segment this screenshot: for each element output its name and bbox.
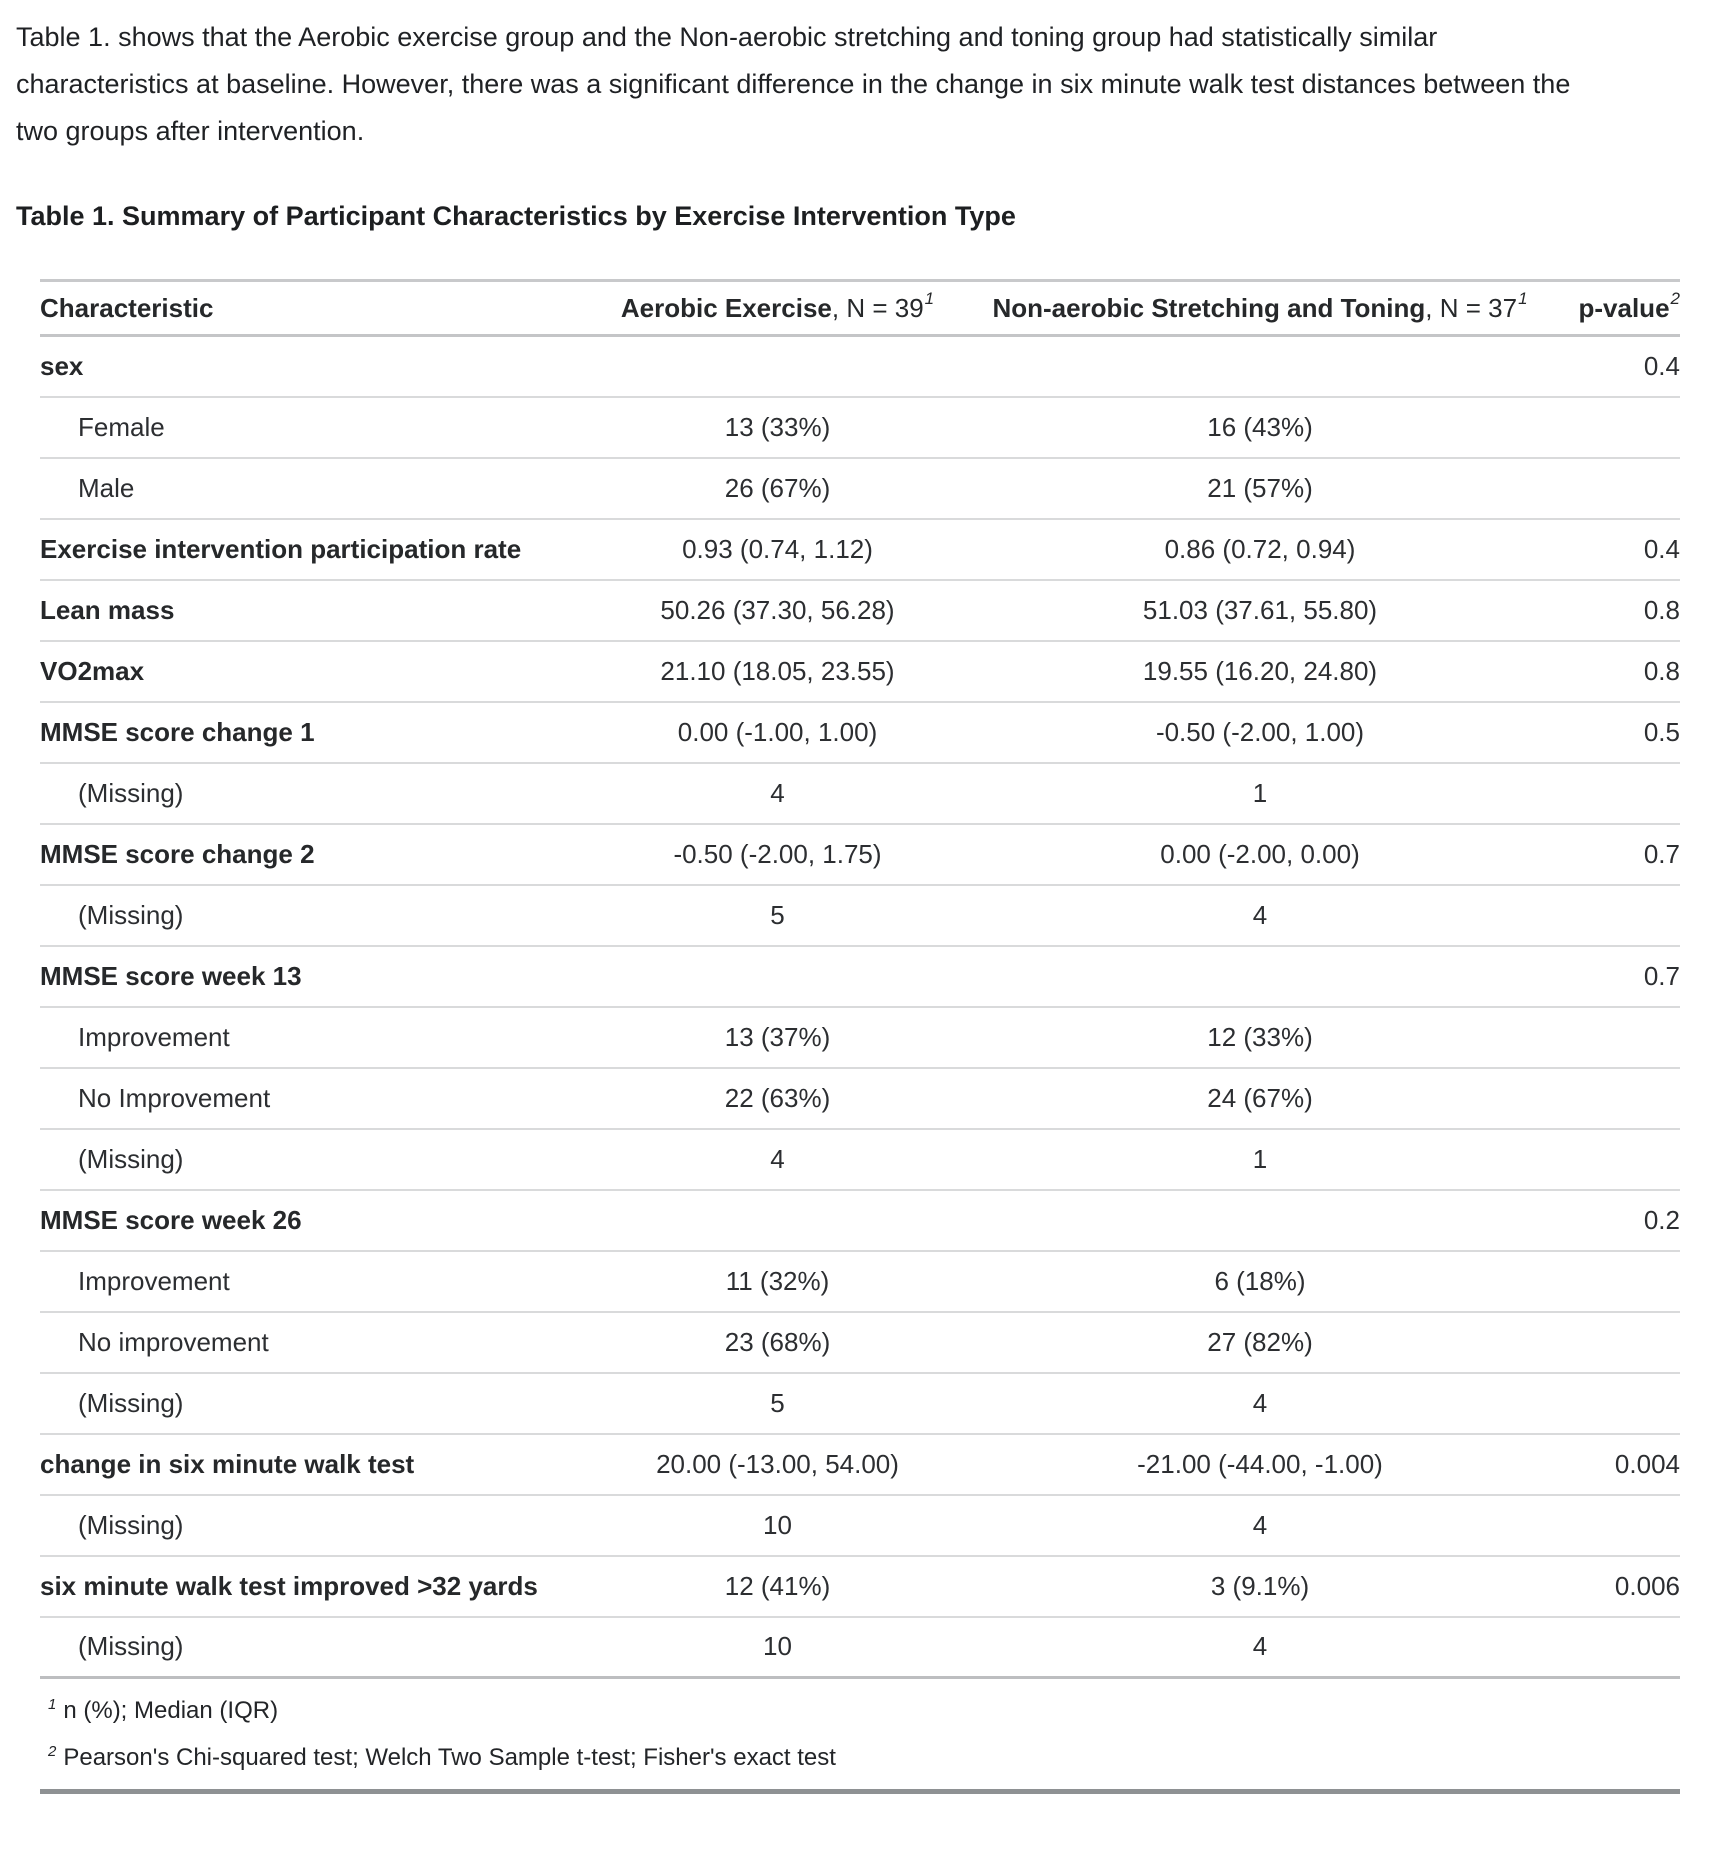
column-header-nonaerobic [990, 281, 1530, 336]
p-value: 0.8 [1643, 655, 1680, 686]
table-row [40, 519, 1680, 580]
aerobic-value: 4 [770, 777, 785, 808]
row-label: No Improvement [78, 1082, 271, 1113]
nonaerobic-value: 24 (67%) [1207, 1082, 1313, 1113]
group2-name: Non-aerobic Stretching and Toning [992, 292, 1426, 323]
footnote-2 [48, 1736, 1672, 1783]
nonaerobic-value: 3 (9.1%) [1210, 1570, 1310, 1601]
row-label: (Missing) [78, 777, 184, 808]
nonaerobic-value: 4 [1252, 1509, 1268, 1540]
intro-paragraph: Table 1. shows that the Aerobic exercise group and the Non-aerobic stretching and toning group had statistically similar characteristics at baseline. However, there was a significant difference in the change in six minute walk test distances between the two groups after intervention. [16, 22, 1571, 146]
nonaerobic-value: 12 (33%) [1207, 1021, 1313, 1052]
p-value: 0.006 [1614, 1570, 1680, 1601]
column-header-characteristic-label: Characteristic [40, 292, 214, 323]
table-row [40, 1251, 1680, 1312]
table-row [40, 1617, 1680, 1678]
p-value [1530, 1129, 1680, 1190]
row-label: (Missing) [78, 1387, 184, 1418]
row-label: sex [40, 350, 84, 381]
p-value: 0.4 [1643, 350, 1680, 381]
p-value [1530, 1312, 1680, 1373]
p-value [1530, 1007, 1680, 1068]
column-header-aerobic [565, 281, 990, 336]
nonaerobic-value: 6 (18%) [1214, 1265, 1306, 1296]
aerobic-value: 5 [770, 899, 785, 930]
p-value [1530, 397, 1680, 458]
nonaerobic-value: 1 [1252, 777, 1268, 808]
aerobic-value: 26 (67%) [724, 472, 831, 503]
table-row [40, 336, 1680, 397]
aerobic-value: 0.93 (0.74, 1.12) [682, 533, 873, 564]
p-value: 0.5 [1643, 716, 1680, 747]
footnote-2-text: Pearson's Chi-squared test; Welch Two Sample t-test; Fisher's exact test [63, 1744, 836, 1771]
group2-footnote-marker: 1 [1518, 288, 1528, 308]
table-row [40, 1373, 1680, 1434]
nonaerobic-value: 4 [1252, 1631, 1268, 1662]
column-header-characteristic [40, 281, 565, 336]
nonaerobic-value: 27 (82%) [1207, 1326, 1313, 1357]
table-row [40, 1129, 1680, 1190]
nonaerobic-value [990, 336, 1530, 397]
row-label: VO2max [40, 655, 145, 686]
footnote-1 [48, 1689, 1672, 1736]
aerobic-value: 11 (32%) [725, 1265, 830, 1296]
nonaerobic-value: 4 [1252, 899, 1268, 930]
table-row [40, 1007, 1680, 1068]
p-value [1530, 1068, 1680, 1129]
nonaerobic-value: 4 [1252, 1387, 1268, 1418]
nonaerobic-value: -21.00 (-44.00, -1.00) [1137, 1448, 1383, 1479]
nonaerobic-value: 16 (43%) [1207, 411, 1313, 442]
aerobic-value: 4 [770, 1143, 785, 1174]
table-row [40, 641, 1680, 702]
table-title: Table 1. Summary of Participant Characteristics by Exercise Intervention Type [16, 201, 1016, 231]
p-value [1530, 1495, 1680, 1556]
p-value [1530, 1251, 1680, 1312]
table-row [40, 1434, 1680, 1495]
p-value: 0.2 [1643, 1204, 1680, 1235]
aerobic-value: 0.00 (-1.00, 1.00) [677, 716, 878, 747]
aerobic-value: -0.50 (-2.00, 1.75) [673, 838, 882, 869]
p-value [1530, 763, 1680, 824]
row-label: (Missing) [78, 899, 184, 930]
row-label: (Missing) [78, 1143, 184, 1174]
p-value: 0.8 [1643, 594, 1680, 625]
p-value [1530, 885, 1680, 946]
footnotes [40, 1679, 1680, 1794]
row-label: No improvement [78, 1326, 269, 1357]
aerobic-value: 5 [770, 1387, 785, 1418]
nonaerobic-value: 19.55 (16.20, 24.80) [1142, 655, 1378, 686]
nonaerobic-value [990, 946, 1530, 1007]
p-value: 0.7 [1643, 960, 1680, 991]
p-value: 0.004 [1614, 1448, 1680, 1479]
table-row [40, 885, 1680, 946]
footnote-1-text: n (%); Median (IQR) [63, 1697, 279, 1724]
row-label: (Missing) [78, 1631, 184, 1662]
table-row [40, 702, 1680, 763]
aerobic-value: 20.00 (-13.00, 54.00) [656, 1448, 899, 1479]
row-label: MMSE score week 13 [40, 960, 302, 991]
group1-footnote-marker: 1 [924, 288, 935, 308]
row-label: MMSE score week 26 [40, 1204, 302, 1235]
row-label: Male [78, 472, 135, 503]
aerobic-value: 13 (33%) [724, 411, 831, 442]
aerobic-value [565, 1190, 990, 1251]
aerobic-value [565, 336, 990, 397]
table-row [40, 946, 1680, 1007]
table-header-row [40, 281, 1680, 336]
row-label: Female [78, 411, 165, 442]
p-value [1530, 458, 1680, 519]
table-row [40, 458, 1680, 519]
aerobic-value: 23 (68%) [724, 1326, 831, 1357]
p-value [1530, 1373, 1680, 1434]
nonaerobic-value: -0.50 (-2.00, 1.00) [1155, 716, 1365, 747]
characteristics-table [40, 279, 1680, 1679]
nonaerobic-value: 0.86 (0.72, 0.94) [1164, 533, 1356, 564]
aerobic-value: 50.26 (37.30, 56.28) [660, 594, 895, 625]
table-row [40, 1556, 1680, 1617]
table-row [40, 397, 1680, 458]
table-row [40, 824, 1680, 885]
row-label: Improvement [78, 1021, 230, 1052]
table-row [40, 580, 1680, 641]
row-label: MMSE score change 2 [40, 838, 315, 869]
aerobic-value: 10 [763, 1631, 792, 1662]
nonaerobic-value: 0.00 (-2.00, 0.00) [1160, 838, 1360, 869]
footnote-1-marker: 1 [48, 1696, 57, 1713]
p-value [1530, 1617, 1680, 1678]
aerobic-value [565, 946, 990, 1007]
table-row [40, 1495, 1680, 1556]
pvalue-footnote-marker: 2 [1670, 288, 1680, 308]
footnote-2-marker: 2 [48, 1743, 57, 1760]
row-label: MMSE score change 1 [40, 716, 315, 747]
table-head [40, 281, 1680, 336]
row-label: six minute walk test improved >32 yards [40, 1570, 538, 1601]
pvalue-header-label: p-value [1578, 292, 1670, 323]
aerobic-value: 13 (37%) [724, 1021, 831, 1052]
column-header-pvalue [1530, 281, 1680, 336]
table-container [40, 279, 1680, 1794]
row-label: Lean mass [40, 594, 175, 625]
aerobic-value: 22 (63%) [724, 1082, 831, 1113]
row-label: (Missing) [78, 1509, 184, 1540]
group2-n: , N = 37 [1425, 292, 1518, 323]
nonaerobic-value [990, 1190, 1530, 1251]
row-label: Improvement [78, 1265, 230, 1296]
table-row [40, 763, 1680, 824]
aerobic-value: 10 [763, 1509, 792, 1540]
p-value: 0.7 [1643, 838, 1680, 869]
group1-name: Aerobic Exercise [620, 292, 832, 323]
row-label: change in six minute walk test [40, 1448, 415, 1479]
nonaerobic-value: 1 [1252, 1143, 1268, 1174]
nonaerobic-value: 21 (57%) [1207, 472, 1313, 503]
table-body [40, 336, 1680, 1678]
nonaerobic-value: 51.03 (37.61, 55.80) [1142, 594, 1378, 625]
table-row [40, 1190, 1680, 1251]
table-row [40, 1068, 1680, 1129]
row-label: Exercise intervention participation rate [40, 533, 522, 564]
table-row [40, 1312, 1680, 1373]
group1-n: , N = 39 [831, 292, 924, 323]
aerobic-value: 21.10 (18.05, 23.55) [660, 655, 895, 686]
p-value: 0.4 [1643, 533, 1680, 564]
aerobic-value: 12 (41%) [724, 1570, 831, 1601]
